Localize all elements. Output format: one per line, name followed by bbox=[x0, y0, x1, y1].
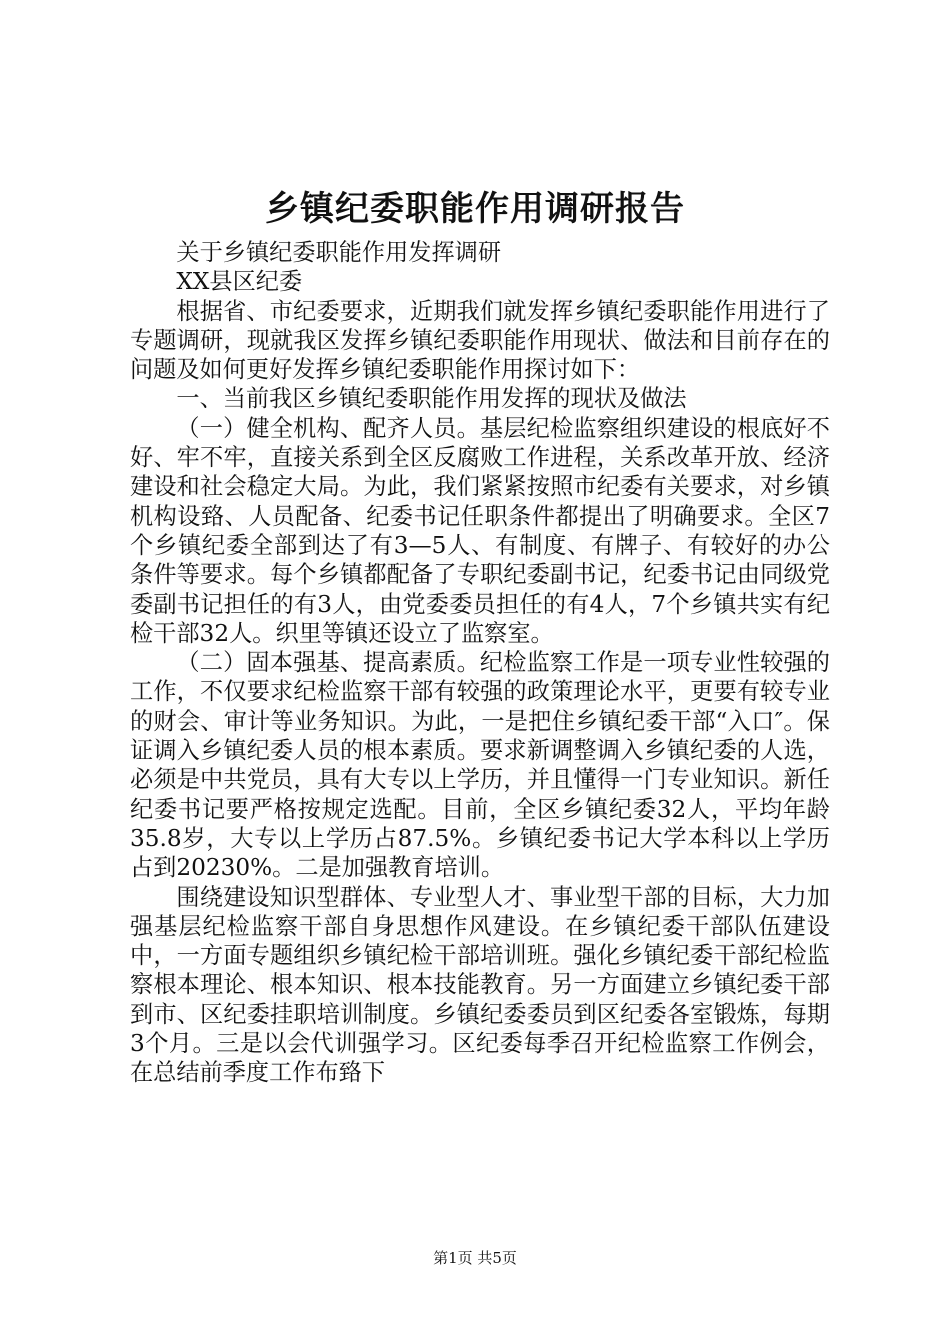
document-body bbox=[130, 238, 830, 1088]
author-paragraph: XX县区纪委 bbox=[176, 268, 303, 296]
document-title: 乡镇纪委职能作用调研报告 bbox=[265, 189, 685, 229]
section-heading: 一、当前我区乡镇纪委职能作用发挥的现状及做法 bbox=[176, 385, 687, 413]
subtitle-paragraph: 关于乡镇纪委职能作用发挥调研 bbox=[176, 239, 502, 266]
intro-paragraph: 根据省、市纪委要求，近期我们就发挥乡镇纪委职能作用进行了专题调研，现就我区发挥乡镇纪委职能作用现状、做法和目前存在的问题及如何更好发挥乡镇纪委职能作用探讨如下： bbox=[130, 297, 830, 384]
body-paragraph: 围绕建设知识型群体、专业型人才、事业型干部的目标，大力加强基层纪检监察干部自身思想作风建设。在乡镇纪委干部队伍建设中，一方面专题组织乡镇纪检干部培训班。强化乡镇纪委干部纪检监察根本理论、根本知识、根本技能教育。另一方面建立乡镇纪委干部到市、区纪委挂职培训制度。乡镇纪委委员到区纪委各室锻炼，每期3个月。三是以会代训强学习。区纪委每季召开纪检监察工作例会，在总结前季度工作布臵下 bbox=[130, 883, 830, 1087]
page-number-footer: 第1页 共5页 bbox=[433, 1249, 517, 1267]
body-paragraph: （二）固本强基、提高素质。纪检监察工作是一项专业性较强的工作，不仅要求纪检监察干部有较强的政策理论水平，更要有较专业的财会、审计等业务知识。为此，一是把住乡镇纪委干部“入口″。保证调入乡镇纪委人员的根本素质。要求新调整调入乡镇纪委的人选，必须是中共党员，具有大专以上学历，并且懂得一门专业知识。新任纪委书记要严格按规定选配。目前，全区乡镇纪委32人，平均年龄35.8岁，大专以上学历占87.5%。乡镇纪委书记大学本科以上学历占到20230%。二是加强教育培训。 bbox=[130, 649, 830, 882]
body-paragraph: （一）健全机构、配齐人员。基层纪检监察组织建设的根底好不好、牢不牢，直接关系到全区反腐败工作进程，关系改革开放、经济建设和社会稳定大局。为此，我们紧紧按照市纪委有关要求，对乡镇机构设臵、人员配备、纪委书记任职条件都提出了明确要求。全区7个乡镇纪委全部到达了有3—5人、有制度、有牌子、有较好的办公条件等要求。每个乡镇都配备了专职纪委副书记，纪委书记由同级党委副书记担任的有3人，由党委委员担任的有4人，7个乡镇共实有纪检干部32人。织里等镇还设立了监察室。 bbox=[130, 414, 830, 647]
